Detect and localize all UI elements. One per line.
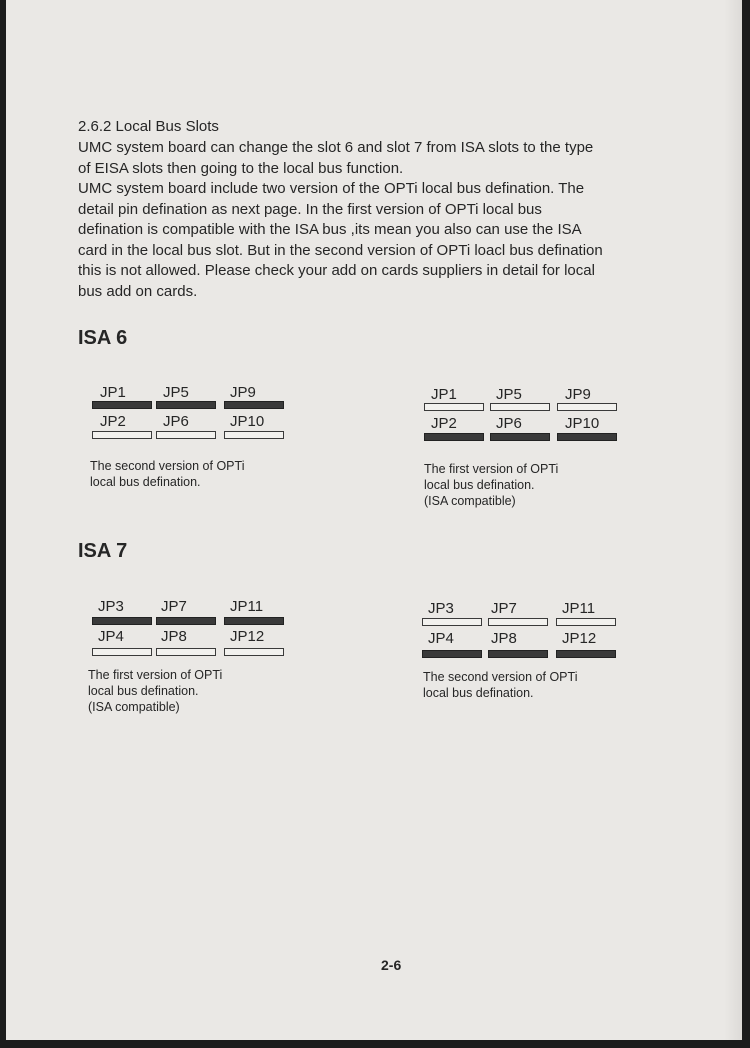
jumper-label: JP9 (230, 384, 256, 401)
jumper-closed-jp10 (557, 433, 617, 441)
jumper-label: JP3 (98, 598, 124, 615)
jumper-closed-jp4 (422, 650, 482, 658)
isa6-right-caption (424, 461, 558, 509)
jumper-open-jp2 (92, 431, 152, 439)
jumper-label: JP7 (161, 598, 187, 615)
paragraph-slot-change (78, 138, 593, 179)
jumper-label: JP8 (161, 628, 187, 645)
jumper-open-jp7 (488, 618, 548, 626)
jumper-label: JP8 (491, 630, 517, 647)
jumper-label: JP2 (431, 415, 457, 432)
caption-line: local bus defination. (90, 475, 201, 489)
jumper-closed-jp8 (488, 650, 548, 658)
jumper-open-jp1 (424, 403, 484, 411)
jumper-open-jp11 (556, 618, 616, 626)
jumper-label: JP10 (230, 413, 265, 430)
isa7-left-caption (88, 667, 222, 715)
jumper-label: JP5 (163, 384, 189, 401)
jumper-label: JP11 (562, 600, 596, 617)
jumper-label: JP10 (565, 415, 600, 432)
jumper-label: JP12 (230, 628, 265, 645)
jumper-label: JP3 (428, 600, 454, 617)
caption-line: (ISA compatible) (88, 700, 180, 714)
jumper-closed-jp11 (224, 617, 284, 625)
jumper-label: JP4 (98, 628, 124, 645)
jumper-open-jp10 (224, 431, 284, 439)
jumper-open-jp3 (422, 618, 482, 626)
jumper-label: JP12 (562, 630, 597, 647)
jumper-closed-jp5 (156, 401, 216, 409)
jumper-closed-jp7 (156, 617, 216, 625)
manual-page (6, 0, 742, 1040)
caption-line: local bus defination. (423, 686, 534, 700)
paragraph-line: bus add on cards. (78, 282, 198, 300)
section-title: 2.6.2 Local Bus Slots (78, 118, 219, 135)
caption-line: The first version of OPTi (424, 462, 559, 476)
jumper-closed-jp12 (556, 650, 616, 658)
paragraph-line: this is not allowed. Please check your add on cards suppliers in detail for local (78, 262, 595, 279)
caption-line: local bus defination. (88, 684, 199, 698)
jumper-label: JP11 (230, 598, 264, 615)
jumper-closed-jp2 (424, 433, 484, 441)
paragraph-line: card in the local bus slot. But in the second version of OPTi loacl bus defination (78, 241, 603, 259)
jumper-label: JP6 (496, 415, 522, 432)
jumper-label: JP7 (491, 600, 517, 617)
jumper-closed-jp3 (92, 617, 152, 625)
caption-line: (ISA compatible) (424, 494, 516, 508)
caption-line: The second version of OPTi (90, 459, 245, 473)
jumper-open-jp5 (490, 403, 550, 411)
jumper-closed-jp6 (490, 433, 550, 441)
paragraph-opti-versions (78, 179, 603, 302)
isa6-left-caption (90, 458, 244, 490)
jumper-label: JP2 (100, 413, 126, 430)
caption-line: The second version of OPTi (423, 670, 578, 684)
jumper-open-jp6 (156, 431, 216, 439)
jumper-open-jp12 (224, 648, 284, 656)
jumper-label: JP1 (100, 384, 126, 401)
jumper-label: JP9 (565, 386, 591, 403)
page-number: 2-6 (381, 957, 402, 973)
jumper-open-jp4 (92, 648, 152, 656)
isa6-heading: ISA 6 (78, 327, 128, 349)
paragraph-line: UMC system board can change the slot 6 and slot 7 from ISA slots to the type (78, 139, 594, 156)
jumper-closed-jp1 (92, 401, 152, 409)
jumper-label: JP6 (163, 413, 189, 430)
caption-line: The first version of OPTi (88, 668, 223, 682)
caption-line: local bus defination. (424, 478, 535, 492)
jumper-label: JP5 (496, 386, 522, 403)
isa7-heading: ISA 7 (78, 540, 128, 562)
paragraph-line: defination is compatible with the ISA bus ,its mean you also can use the ISA (78, 221, 582, 238)
jumper-label: JP4 (428, 630, 454, 647)
jumper-label: JP1 (431, 386, 457, 403)
jumper-closed-jp9 (224, 401, 284, 409)
paragraph-line: UMC system board include two version of the OPTi local bus defination. The (78, 180, 585, 197)
paragraph-line: of EISA slots then going to the local bus function. (78, 159, 404, 177)
isa7-right-caption (423, 669, 577, 701)
jumper-open-jp9 (557, 403, 617, 411)
paragraph-line: detail pin defination as next page. In the first version of OPTi local bus (78, 200, 542, 218)
jumper-open-jp8 (156, 648, 216, 656)
